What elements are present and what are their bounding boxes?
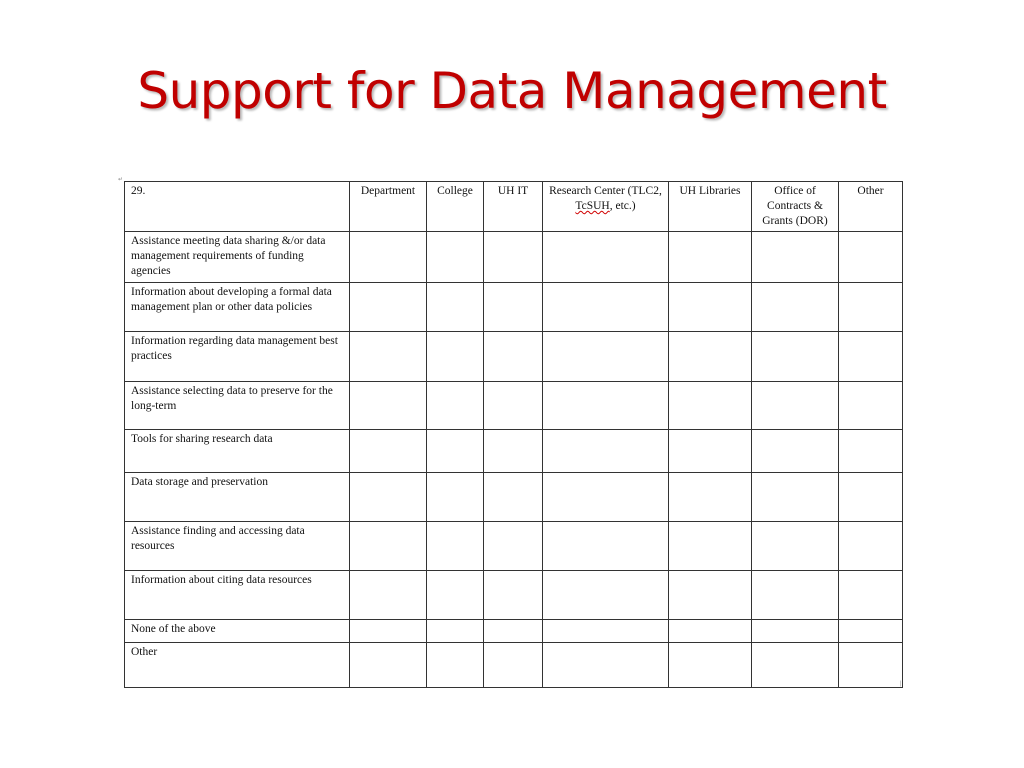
response-cell[interactable]: [839, 620, 903, 643]
column-header-office-of-contracts: Office of Contracts & Grants (DOR): [752, 182, 839, 232]
response-cell[interactable]: [427, 571, 484, 620]
table-row: [125, 522, 903, 571]
response-cell[interactable]: [427, 232, 484, 283]
response-cell[interactable]: [484, 522, 543, 571]
response-cell[interactable]: [669, 643, 752, 688]
table-row: [125, 571, 903, 620]
response-cell[interactable]: [669, 522, 752, 571]
response-cell[interactable]: [484, 473, 543, 522]
table-header-row: [125, 182, 903, 232]
response-cell[interactable]: [350, 571, 427, 620]
response-cell[interactable]: [427, 283, 484, 332]
response-cell[interactable]: [543, 332, 669, 382]
table-row: [125, 382, 903, 430]
response-cell[interactable]: [543, 283, 669, 332]
response-cell[interactable]: [427, 382, 484, 430]
response-cell[interactable]: [839, 473, 903, 522]
response-cell[interactable]: [543, 571, 669, 620]
research-center-text-end: , etc.): [609, 200, 636, 212]
table-row: [125, 332, 903, 382]
response-cell[interactable]: [839, 430, 903, 473]
column-header-research-center: [543, 182, 669, 232]
cell-end-mark: |: [900, 681, 902, 687]
row-label: Data storage and preservation: [125, 473, 350, 522]
response-cell[interactable]: [752, 643, 839, 688]
research-center-spellcheck-word: TcSUH: [575, 200, 610, 212]
response-cell[interactable]: [427, 643, 484, 688]
response-cell[interactable]: [484, 232, 543, 283]
response-cell[interactable]: [839, 382, 903, 430]
response-cell[interactable]: [350, 620, 427, 643]
response-cell[interactable]: [669, 571, 752, 620]
response-cell[interactable]: [427, 522, 484, 571]
response-cell[interactable]: [839, 283, 903, 332]
response-cell[interactable]: [484, 283, 543, 332]
response-cell[interactable]: [839, 332, 903, 382]
response-cell[interactable]: [543, 473, 669, 522]
response-cell[interactable]: [484, 620, 543, 643]
row-label: Tools for sharing research data: [125, 430, 350, 473]
response-cell[interactable]: [752, 571, 839, 620]
response-cell[interactable]: [427, 620, 484, 643]
response-cell[interactable]: [350, 283, 427, 332]
response-cell[interactable]: [350, 522, 427, 571]
column-header-uh-libraries: UH Libraries: [669, 182, 752, 232]
row-label: Information regarding data management best practices: [125, 332, 350, 382]
table-row: [125, 283, 903, 332]
response-cell[interactable]: [484, 571, 543, 620]
response-cell[interactable]: [669, 473, 752, 522]
response-cell[interactable]: [752, 620, 839, 643]
row-label: Information about developing a formal data management plan or other data policies: [125, 283, 350, 332]
column-header-college: College: [427, 182, 484, 232]
response-cell[interactable]: [350, 332, 427, 382]
response-cell[interactable]: [350, 232, 427, 283]
paragraph-mark: ↵: [118, 177, 124, 183]
response-cell[interactable]: [752, 522, 839, 571]
response-cell[interactable]: [543, 522, 669, 571]
row-label: Information about citing data resources: [125, 571, 350, 620]
table-row: [125, 643, 903, 688]
response-cell[interactable]: [484, 430, 543, 473]
survey-table: [124, 181, 903, 688]
response-cell[interactable]: [669, 620, 752, 643]
response-cell[interactable]: [543, 430, 669, 473]
row-label: Assistance meeting data sharing &/or data management requirements of funding agencies: [125, 232, 350, 283]
response-cell[interactable]: [427, 430, 484, 473]
response-cell[interactable]: [350, 382, 427, 430]
response-cell[interactable]: [350, 643, 427, 688]
table-row: [125, 473, 903, 522]
column-header-uh-it: UH IT: [484, 182, 543, 232]
response-cell[interactable]: [839, 571, 903, 620]
response-cell[interactable]: [543, 620, 669, 643]
response-cell[interactable]: [350, 473, 427, 522]
row-label: Assistance selecting data to preserve for the long-term: [125, 382, 350, 430]
response-cell[interactable]: [752, 283, 839, 332]
response-cell[interactable]: [669, 232, 752, 283]
response-cell[interactable]: [484, 332, 543, 382]
response-cell[interactable]: [752, 473, 839, 522]
response-cell[interactable]: [669, 332, 752, 382]
response-cell[interactable]: [669, 283, 752, 332]
row-label: Other: [125, 643, 350, 688]
response-cell[interactable]: [484, 643, 543, 688]
row-label: Assistance finding and accessing data resources: [125, 522, 350, 571]
response-cell[interactable]: [543, 382, 669, 430]
response-cell[interactable]: [752, 332, 839, 382]
table-row: [125, 232, 903, 283]
column-header-other: Other: [839, 182, 903, 232]
response-cell[interactable]: [427, 332, 484, 382]
response-cell[interactable]: [669, 382, 752, 430]
column-header-department: Department: [350, 182, 427, 232]
response-cell[interactable]: [350, 430, 427, 473]
response-cell[interactable]: [752, 232, 839, 283]
response-cell[interactable]: [484, 382, 543, 430]
table-row: [125, 620, 903, 643]
response-cell[interactable]: [427, 473, 484, 522]
response-cell[interactable]: [543, 232, 669, 283]
response-cell[interactable]: [543, 643, 669, 688]
response-cell[interactable]: [839, 522, 903, 571]
response-cell[interactable]: [752, 430, 839, 473]
table-row: [125, 430, 903, 473]
response-cell[interactable]: [839, 232, 903, 283]
research-center-text: Research Center (TLC2,: [549, 185, 662, 197]
row-label: None of the above: [125, 620, 350, 643]
slide-title: Support for Data Management: [137, 62, 887, 120]
response-cell[interactable]: [839, 643, 903, 688]
response-cell[interactable]: [669, 430, 752, 473]
response-cell[interactable]: [752, 382, 839, 430]
question-number: 29.: [125, 182, 350, 232]
